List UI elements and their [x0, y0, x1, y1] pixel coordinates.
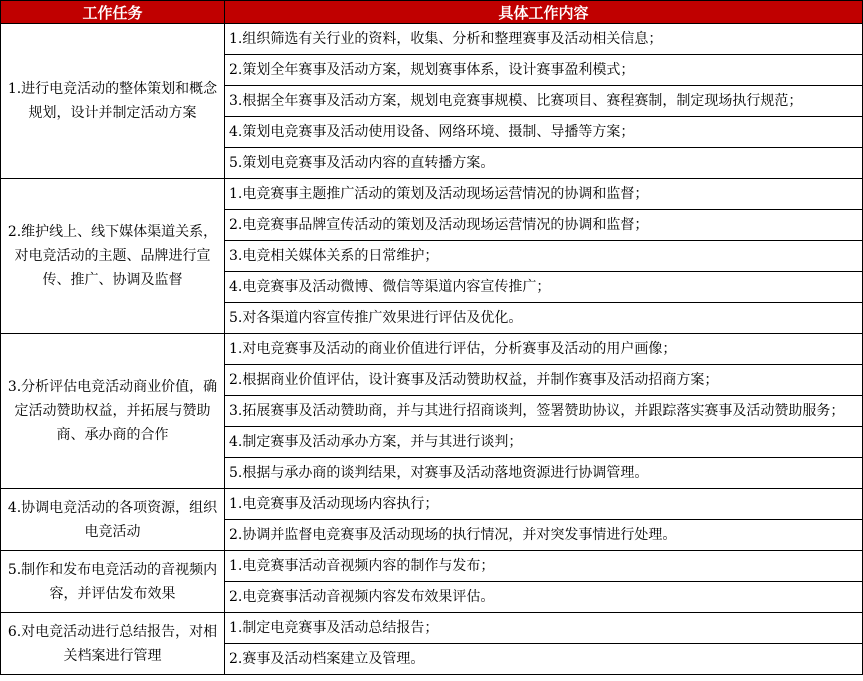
task-cell-4: 4.协调电竞活动的各项资源，组织电竞活动 — [1, 489, 225, 551]
detail-column-header: 具体工作内容 — [225, 1, 863, 24]
table-row — [1, 24, 863, 55]
table-row — [1, 334, 863, 365]
table-row — [1, 179, 863, 210]
detail-cell: 1.电竞赛事主题推广活动的策划及活动现场运营情况的协调和监督； — [225, 179, 863, 210]
detail-cell: 3.根据全年赛事及活动方案，规划电竞赛事规模、比赛项目、赛程赛制，制定现场执行规范； — [225, 86, 863, 117]
task-cell-5: 5.制作和发布电竞活动的音视频内容，并评估发布效果 — [1, 551, 225, 613]
detail-cell: 2.赛事及活动档案建立及管理。 — [225, 644, 863, 675]
detail-cell: 2.策划全年赛事及活动方案，规划赛事体系，设计赛事盈利模式； — [225, 55, 863, 86]
detail-cell: 1.电竞赛事活动音视频内容的制作与发布； — [225, 551, 863, 582]
detail-cell: 2.电竞赛事活动音视频内容发布效果评估。 — [225, 582, 863, 613]
detail-cell: 5.策划电竞赛事及活动内容的直转播方案。 — [225, 148, 863, 179]
detail-cell: 2.电竞赛事品牌宣传活动的策划及活动现场运营情况的协调和监督； — [225, 210, 863, 241]
task-cell-6: 6.对电竞活动进行总结报告，对相关档案进行管理 — [1, 613, 225, 675]
table-row — [1, 489, 863, 520]
task-column-header: 工作任务 — [1, 1, 225, 24]
detail-cell: 3.拓展赛事及活动赞助商，并与其进行招商谈判，签署赞助协议，并跟踪落实赛事及活动赞助服务； — [225, 396, 863, 427]
detail-cell: 3.电竞相关媒体关系的日常维护； — [225, 241, 863, 272]
detail-cell: 5.根据与承办商的谈判结果，对赛事及活动落地资源进行协调管理。 — [225, 458, 863, 489]
detail-cell: 4.电竞赛事及活动微博、微信等渠道内容宣传推广； — [225, 272, 863, 303]
table-row — [1, 551, 863, 582]
detail-cell: 2.根据商业价值评估，设计赛事及活动赞助权益，并制作赛事及活动招商方案； — [225, 365, 863, 396]
detail-cell: 4.制定赛事及活动承办方案，并与其进行谈判； — [225, 427, 863, 458]
detail-cell: 4.策划电竞赛事及活动使用设备、网络环境、摄制、导播等方案； — [225, 117, 863, 148]
detail-cell: 1.对电竞赛事及活动的商业价值进行评估，分析赛事及活动的用户画像； — [225, 334, 863, 365]
task-cell-3: 3.分析评估电竞活动商业价值，确定活动赞助权益，并拓展与赞助商、承办商的合作 — [1, 334, 225, 489]
detail-cell: 1.组织筛选有关行业的资料，收集、分析和整理赛事及活动相关信息； — [225, 24, 863, 55]
header-row — [1, 1, 863, 24]
table-row — [1, 613, 863, 644]
task-cell-2: 2.维护线上、线下媒体渠道关系，对电竞活动的主题、品牌进行宣传、推广、协调及监督 — [1, 179, 225, 334]
task-cell-1: 1.进行电竞活动的整体策划和概念规划，设计并制定活动方案 — [1, 24, 225, 179]
detail-cell: 2.协调并监督电竞赛事及活动现场的执行情况，并对突发事情进行处理。 — [225, 520, 863, 551]
detail-cell: 5.对各渠道内容宣传推广效果进行评估及优化。 — [225, 303, 863, 334]
detail-cell: 1.制定电竞赛事及活动总结报告； — [225, 613, 863, 644]
detail-cell: 1.电竞赛事及活动现场内容执行； — [225, 489, 863, 520]
